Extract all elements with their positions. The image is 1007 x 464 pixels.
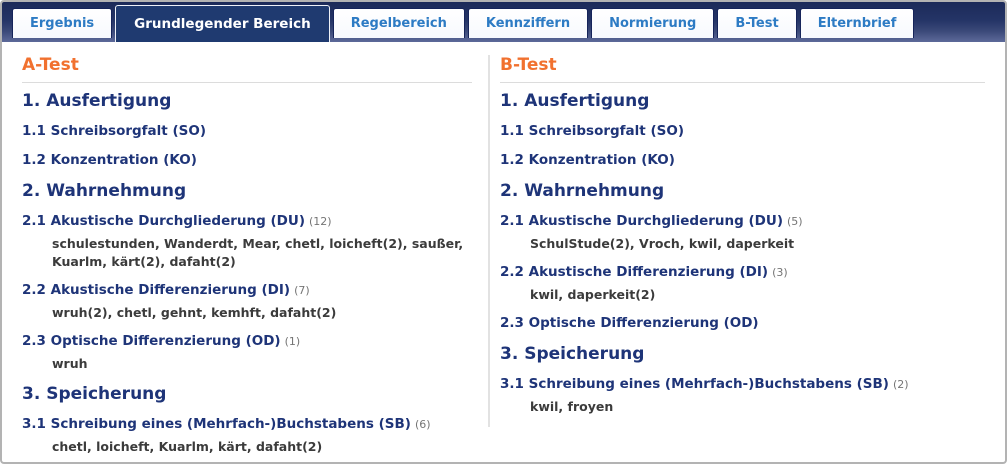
- category-item-label: [500, 213, 985, 230]
- category-item-text: 2.2 Akustische Differenzierung (DI): [500, 264, 769, 280]
- error-word-list: wruh(2), chetl, gehnt, kemhft, dafaht(2): [52, 305, 337, 320]
- error-word-list: wruh: [52, 356, 88, 371]
- tab-b-test[interactable]: B-Test: [717, 8, 796, 38]
- section-wahrnehmung-b: [500, 181, 985, 332]
- section-wahrnehmung-a: [22, 181, 472, 373]
- category-item-label: [22, 333, 472, 350]
- section-heading: 3. Speicherung: [500, 344, 645, 364]
- section-heading: 1. Ausfertigung: [22, 91, 172, 111]
- column-b-test: [488, 55, 985, 427]
- category-item-label: [22, 282, 472, 299]
- section-heading: 2. Wahrnehmung: [500, 181, 665, 201]
- category-item-label: [22, 213, 472, 230]
- category-item-label: 1.2 Konzentration (KO): [22, 152, 197, 168]
- category-item-label: 1.1 Schreibsorgfalt (SO): [500, 123, 684, 139]
- category-item-text: 2.3 Optische Differenzierung (OD): [22, 333, 281, 349]
- tab-regelbereich[interactable]: Regelbereich: [333, 8, 465, 38]
- tab-elternbrief[interactable]: Elternbrief: [800, 8, 915, 38]
- error-count: (12): [309, 215, 332, 228]
- section-heading: 3. Speicherung: [22, 384, 167, 404]
- section-heading: 2. Wahrnehmung: [22, 181, 187, 201]
- error-count: (5): [787, 215, 803, 228]
- category-item-text: 2.1 Akustische Durchgliederung (DU): [500, 213, 784, 229]
- error-count: (1): [284, 335, 301, 348]
- tab-ergebnis[interactable]: Ergebnis: [12, 8, 112, 38]
- section-speicherung-a: [22, 384, 472, 456]
- error-word-list: chetl, loicheft, Kuarlm, kärt, dafaht(2): [52, 439, 323, 454]
- column-a-test: [22, 55, 488, 464]
- category-item-text: 3.1 Schreibung eines (Mehrfach-)Buchstabens (SB): [22, 416, 411, 432]
- section-heading: 1. Ausfertigung: [500, 91, 650, 111]
- error-count: (3): [772, 266, 788, 279]
- column-title-b-test: B-Test: [500, 55, 985, 83]
- category-item-text: 2.1 Akustische Durchgliederung (DU): [22, 213, 306, 229]
- tab-bar: [2, 2, 1005, 42]
- category-item-label: [500, 376, 985, 393]
- category-item-text: 2.2 Akustische Differenzierung (DI): [22, 282, 291, 298]
- section-ausfertigung-a: [22, 91, 472, 169]
- error-word-list: kwil, daperkeit(2): [530, 287, 656, 302]
- error-count: (2): [892, 378, 909, 391]
- section-speicherung-b: [500, 344, 985, 416]
- tab-normierung[interactable]: Normierung: [591, 8, 714, 38]
- error-word-list: kwil, froyen: [530, 399, 614, 414]
- category-item-label: 1.2 Konzentration (KO): [500, 152, 675, 168]
- category-item-label: [500, 264, 985, 281]
- column-title-a-test: A-Test: [22, 55, 472, 83]
- error-word-list: schulestunden, Wanderdt, Mear, chetl, loicheft(2), saußer, Kuarlm, kärt(2), dafaht(2): [52, 236, 464, 269]
- category-item-label: [22, 416, 472, 433]
- category-item-label: 1.1 Schreibsorgfalt (SO): [22, 123, 206, 139]
- error-count: (7): [294, 284, 310, 297]
- tab-kennziffern[interactable]: Kennziffern: [468, 8, 588, 38]
- content-area: [2, 42, 1005, 464]
- category-item-text: 3.1 Schreibung eines (Mehrfach-)Buchstabens (SB): [500, 376, 889, 392]
- category-item-label: 2.3 Optische Differenzierung (OD): [500, 315, 759, 331]
- error-word-list: SchulStude(2), Vroch, kwil, daperkeit: [530, 236, 795, 251]
- tab-grundlegender-bereich[interactable]: Grundlegender Bereich: [115, 5, 330, 42]
- section-ausfertigung-b: [500, 91, 985, 169]
- error-count: (6): [414, 418, 431, 431]
